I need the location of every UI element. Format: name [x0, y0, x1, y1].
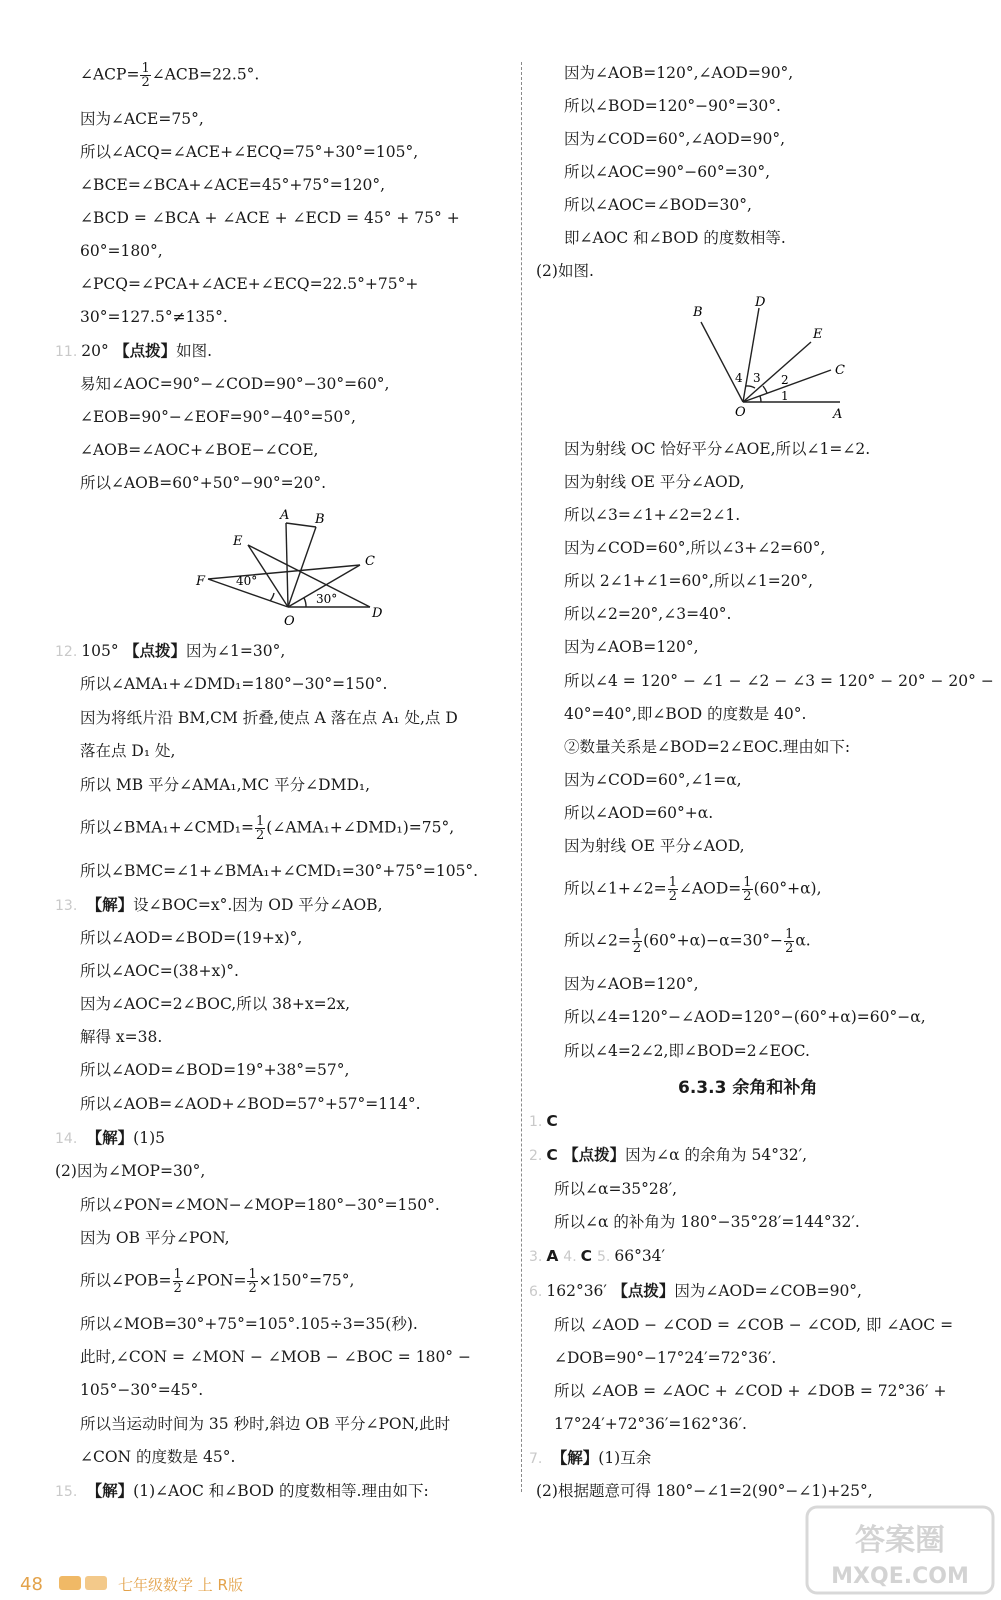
text-segment: 因为∠COD=60°,所以∠3+∠2=60°,: [564, 539, 826, 557]
column-divider: [521, 62, 522, 1492]
watermark-logo-icon: [805, 1505, 995, 1595]
text-line: [564, 227, 786, 249]
question-number: 1.: [529, 1114, 543, 1130]
text-line: [80, 927, 302, 949]
text-segment: 因为∠ACE=75°,: [80, 110, 204, 128]
fraction: [668, 876, 678, 903]
text-line: [554, 1413, 747, 1435]
question-number: 3.: [529, 1249, 543, 1265]
fig2-label-A: A: [833, 407, 843, 422]
text-segment: 设∠BOC=x°.因为 OD 平分∠AOB,: [133, 896, 383, 914]
text-segment: 所以∠PON=∠MON−∠MOP=180°−30°=150°.: [80, 1196, 440, 1214]
question-number: 2.: [529, 1148, 543, 1164]
text-line: [80, 439, 318, 461]
text-segment: ∠PCQ=∠PCA+∠ACE+∠ECQ=22.5°+75°+: [80, 275, 419, 293]
text-segment: (∠AMA₁+∠DMD₁)=75°,: [266, 818, 455, 837]
fraction: [742, 876, 752, 903]
text-segment: (60°+α)−α=30°−: [643, 931, 784, 950]
fraction-numerator: 1: [256, 814, 265, 829]
text-segment: 所以当运动时间为 35 秒时,斜边 OB 平分∠PON,此时: [80, 1415, 451, 1433]
fig2-label-B: B: [693, 305, 703, 320]
text-line: [55, 640, 285, 663]
text-segment: 此时,∠CON = ∠MON − ∠MOB − ∠BOC = 180° −: [80, 1348, 471, 1366]
fig2-angle-2: 2: [781, 373, 789, 387]
text-line: [529, 1280, 862, 1303]
fig1-label-D: D: [372, 606, 383, 621]
text-line: [564, 504, 740, 526]
footer-book-title: 七年级数学 上 R版: [118, 1576, 243, 1594]
text-segment: 17°24′+72°36′=162°36′.: [554, 1415, 747, 1433]
text-segment: 所以∠AMA₁+∠DMD₁=180°−30°=150°.: [80, 675, 388, 693]
text-line: [55, 1160, 205, 1182]
fraction: [140, 62, 150, 89]
text-line: [80, 240, 163, 262]
text-segment: 所以∠MOB=30°+75°=105°.105÷3=35(秒).: [80, 1315, 418, 1333]
fraction-denominator: 2: [632, 941, 642, 956]
text-line: [80, 1446, 235, 1468]
fraction: [255, 815, 265, 842]
text-line: [80, 1413, 450, 1435]
text-segment: 所以∠AOD=60°+α.: [564, 804, 714, 822]
text-segment: ∠ACB=22.5°.: [151, 65, 260, 84]
text-line: [80, 306, 228, 328]
question-number: 12.: [55, 644, 78, 660]
text-line: [564, 603, 731, 625]
text-segment: 所以 2∠1+∠1=60°,所以∠1=20°,: [564, 572, 814, 590]
text-segment: 所以∠α 的补角为 180°−35°28′=144°32′.: [554, 1213, 860, 1231]
text-segment: 易知∠AOC=90°−∠COD=90°−30°=60°,: [80, 375, 390, 393]
text-line: [80, 141, 418, 163]
hint-tag: 【解】: [81, 896, 134, 914]
fig1-label-E: E: [233, 534, 243, 549]
text-segment: (60°+α),: [753, 879, 822, 898]
fraction: [247, 1268, 257, 1295]
text-line: [564, 769, 742, 791]
fraction-denominator: 2: [785, 941, 794, 956]
text-line: [80, 1268, 354, 1295]
text-line: [564, 471, 745, 493]
fraction-numerator: 1: [743, 875, 752, 890]
fig2-label-O: O: [735, 405, 746, 420]
hint-tag: 【解】: [546, 1449, 599, 1467]
text-line: [80, 207, 460, 229]
text-segment: ×150°=75°,: [258, 1271, 355, 1290]
text-line: [554, 1178, 677, 1200]
question-number: 6.: [529, 1284, 543, 1300]
text-segment: 因为射线 OC 恰好平分∠AOE,所以∠1=∠2.: [564, 440, 871, 458]
text-line: [564, 835, 745, 857]
text-segment: ∠PON=: [183, 1271, 247, 1290]
text-segment: 所以∠2=20°,∠3=40°.: [564, 605, 732, 623]
text-segment: 落在点 D₁ 处,: [80, 742, 176, 760]
text-segment: 因为射线 OE 平分∠AOD,: [564, 473, 745, 491]
answer-choice: C: [546, 1146, 558, 1164]
text-segment: 因为将纸片沿 BM,CM 折叠,使点 A 落在点 A₁ 处,点 D: [80, 709, 458, 727]
text-line: [80, 993, 350, 1015]
question-number: 11.: [55, 344, 78, 360]
text-line: [80, 1194, 440, 1216]
text-segment: (2)因为∠MOP=30°,: [55, 1162, 206, 1180]
text-line: [564, 973, 699, 995]
hint-tag: 【解】: [81, 1129, 134, 1147]
question-number: 14.: [55, 1131, 78, 1147]
question-number: 5.: [596, 1249, 611, 1265]
fraction-numerator: 1: [785, 927, 794, 942]
answer-choice: C: [580, 1247, 593, 1265]
text-line: [564, 876, 822, 903]
fig1-label-B: B: [315, 512, 325, 527]
text-segment: 因为∠AOB=120°,: [564, 975, 699, 993]
text-line: [80, 1026, 162, 1048]
text-line: [80, 1346, 471, 1368]
fig2-angle-1: 1: [781, 389, 789, 403]
fig1-label-C: C: [365, 554, 375, 569]
fraction: [784, 928, 794, 955]
text-line: [564, 570, 813, 592]
text-line: [564, 95, 781, 117]
question-number: 15.: [55, 1484, 78, 1500]
text-line: [80, 673, 387, 695]
fraction-numerator: 1: [668, 875, 677, 890]
text-segment: 所以 ∠AOD − ∠COD = ∠COB − ∠COD, 即 ∠AOC =: [554, 1316, 954, 1334]
text-line: [564, 1040, 810, 1062]
text-segment: 所以∠AOB=60°+50°−90°=20°.: [80, 474, 327, 492]
hint-tag: 【点拨】: [557, 1146, 626, 1164]
text-line: [564, 802, 713, 824]
hint-tag: 【解】: [81, 1482, 134, 1500]
text-segment: ∠AOD=: [678, 879, 742, 898]
text-line: [564, 438, 870, 460]
fig1-label-O: O: [284, 614, 295, 629]
text-segment: 所以∠BMA₁+∠CMD₁=: [80, 818, 254, 837]
text-segment: α.: [795, 931, 811, 950]
fraction-denominator: 2: [248, 1281, 257, 1296]
text-line: [529, 1447, 651, 1470]
text-line: [564, 636, 699, 658]
text-line: [564, 736, 850, 758]
text-line: [529, 1144, 807, 1167]
text-line: [55, 340, 212, 363]
page-number: 48: [20, 1574, 43, 1595]
text-line: [529, 1245, 665, 1268]
text-line: [80, 373, 390, 395]
text-line: [564, 703, 806, 725]
fraction-numerator: 1: [141, 61, 150, 76]
text-line: [80, 1313, 418, 1335]
text-segment: 所以∠AOD=∠BOD=19°+38°=57°,: [80, 1061, 350, 1079]
text-segment: ∠AOB=∠AOC+∠BOE−∠COE,: [80, 441, 319, 459]
text-segment: 60°=180°,: [80, 242, 163, 260]
text-segment: (1)5: [133, 1129, 165, 1147]
text-segment: ∠DOB=90°−17°24′=72°36′.: [554, 1349, 777, 1367]
text-line: [564, 161, 770, 183]
text-segment: 所以∠4=2∠2,即∠BOD=2∠EOC.: [564, 1042, 810, 1060]
text-line: [55, 894, 383, 917]
text-segment: 所以∠1+∠2=: [564, 879, 667, 898]
text-line: [80, 406, 356, 428]
fig1-label-A: A: [280, 508, 290, 523]
fig2-label-E: E: [813, 327, 823, 342]
svg-text:答案圈: 答案圈: [855, 1523, 945, 1558]
text-segment: 40°=40°,即∠BOD 的度数是 40°.: [564, 705, 807, 723]
text-segment: 所以∠AOB=∠AOD+∠BOD=57°+57°=114°.: [80, 1095, 421, 1113]
text-line: [564, 128, 785, 150]
text-line: [564, 928, 811, 955]
text-segment: 因为∠AOD=∠COB=90°,: [674, 1282, 862, 1300]
fig2-label-C: C: [835, 363, 845, 378]
text-segment: 所以∠BMC=∠1+∠BMA₁+∠CMD₁=30°+75°=105°.: [80, 862, 479, 880]
text-segment: 所以∠3=∠1+∠2=2∠1.: [564, 506, 741, 524]
text-line: [564, 670, 994, 692]
section-title: 6.3.3 余角和补角: [678, 1078, 818, 1098]
text-line: [55, 1127, 165, 1150]
text-segment: 所以 ∠AOB = ∠AOC + ∠COD + ∠DOB = 72°36′ +: [554, 1382, 947, 1400]
text-line: [564, 194, 752, 216]
text-segment: 因为∠COD=60°,∠1=α,: [564, 771, 742, 789]
text-segment: 162°36′: [546, 1282, 607, 1300]
text-line: [80, 472, 326, 494]
text-segment: 所以∠4=120°−∠AOD=120°−(60°+α)=60°−α,: [564, 1008, 926, 1026]
text-segment: 因为 OB 平分∠PON,: [80, 1229, 230, 1247]
text-line: [80, 62, 259, 89]
text-segment: ∠EOB=90°−∠EOF=90°−40°=50°,: [80, 408, 356, 426]
question-number: 7.: [529, 1451, 543, 1467]
text-segment: 因为∠AOB=120°,: [564, 638, 699, 656]
fraction: [173, 1268, 183, 1295]
text-segment: 因为射线 OE 平分∠AOD,: [564, 837, 745, 855]
hint-tag: 【点拨】: [606, 1282, 675, 1300]
question-number: 4.: [563, 1249, 577, 1265]
text-line: [554, 1314, 953, 1336]
text-segment: 如图.: [176, 342, 213, 360]
fraction-numerator: 1: [173, 1267, 182, 1282]
text-segment: 所以∠AOD=∠BOD=(19+x)°,: [80, 929, 303, 947]
text-segment: 105°−30°=45°.: [80, 1381, 204, 1399]
text-segment: (2)如图.: [536, 262, 594, 280]
text-segment: ∠ACP=: [80, 65, 140, 84]
text-segment: ∠BCE=∠BCA+∠ACE=45°+75°=120°,: [80, 176, 386, 194]
text-line: [80, 174, 385, 196]
fig2-label-D: D: [755, 295, 766, 310]
text-line: [80, 1093, 421, 1115]
text-segment: 20°: [81, 342, 109, 360]
text-line: [80, 1059, 349, 1081]
text-segment: 30°=127.5°≠135°.: [80, 308, 228, 326]
text-segment: ∠BCD = ∠BCA + ∠ACE + ∠ECD = 45° + 75° +: [80, 209, 460, 227]
text-line: [554, 1211, 860, 1233]
text-segment: 所以∠POB=: [80, 1271, 172, 1290]
answer-choice: C: [546, 1112, 558, 1130]
text-segment: 所以∠BOD=120°−90°=30°.: [564, 97, 781, 115]
figure-right-2: [685, 292, 855, 422]
text-line: [80, 860, 478, 882]
text-segment: 解得 x=38.: [80, 1028, 163, 1046]
figure-problem-11: [190, 505, 400, 630]
text-segment: 因为∠1=30°,: [186, 642, 286, 660]
publisher-logo-icon: [58, 1572, 110, 1594]
text-line: [80, 1379, 203, 1401]
text-segment: 所以∠ACQ=∠ACE+∠ECQ=75°+30°=105°,: [80, 143, 419, 161]
text-segment: (2)根据题意可得 180°−∠1=2(90°−∠1)+25°,: [536, 1482, 873, 1500]
text-line: [55, 1480, 429, 1503]
hint-tag: 【点拨】: [108, 342, 177, 360]
fraction: [632, 928, 642, 955]
text-line: [536, 260, 594, 282]
text-segment: 105°: [81, 642, 119, 660]
text-segment: 所以∠AOC=90°−60°=30°,: [564, 163, 771, 181]
text-segment: 所以∠2=: [564, 931, 631, 950]
text-line: [529, 1110, 558, 1133]
text-segment: 因为∠AOC=2∠BOC,所以 38+x=2x,: [80, 995, 351, 1013]
text-line: [80, 1227, 230, 1249]
text-line: [554, 1347, 776, 1369]
text-segment: 所以∠4 = 120° − ∠1 − ∠2 − ∠3 = 120° − 20° − 20° −: [564, 672, 994, 690]
text-segment: ∠CON 的度数是 45°.: [80, 1448, 236, 1466]
text-segment: 因为∠COD=60°,∠AOD=90°,: [564, 130, 786, 148]
text-segment: ②数量关系是∠BOD=2∠EOC.理由如下:: [564, 738, 851, 756]
text-segment: 66°34′: [614, 1247, 666, 1265]
text-segment: 因为∠α 的余角为 54°32′,: [625, 1146, 808, 1164]
text-line: [536, 1480, 873, 1502]
fig1-label-F: F: [196, 574, 206, 589]
fraction-numerator: 1: [248, 1267, 257, 1282]
text-line: [564, 62, 793, 84]
text-segment: 所以∠α=35°28′,: [554, 1180, 678, 1198]
text-segment: 所以 MB 平分∠AMA₁,MC 平分∠DMD₁,: [80, 776, 371, 794]
text-segment: (1)互余: [598, 1449, 652, 1467]
text-segment: 因为∠AOB=120°,∠AOD=90°,: [564, 64, 794, 82]
text-segment: (1)∠AOC 和∠BOD 的度数相等.理由如下:: [133, 1482, 429, 1500]
text-line: [80, 273, 418, 295]
text-line: [80, 740, 175, 762]
text-line: [80, 707, 458, 729]
hint-tag: 【点拨】: [118, 642, 187, 660]
fraction-denominator: 2: [256, 828, 265, 843]
answer-choice: A: [546, 1247, 559, 1265]
fraction-denominator: 2: [141, 75, 150, 90]
fig1-angle-30: 30°: [316, 592, 338, 606]
fig1-angle-40: 40°: [236, 574, 258, 588]
text-line: [564, 1006, 926, 1028]
fraction-denominator: 2: [668, 889, 677, 904]
text-line: [80, 108, 204, 130]
fraction-denominator: 2: [743, 889, 752, 904]
fraction-denominator: 2: [173, 1281, 182, 1296]
text-line: [80, 815, 454, 842]
text-line: [80, 774, 370, 796]
question-number: 13.: [55, 898, 78, 914]
text-line: [554, 1380, 946, 1402]
fraction-numerator: 1: [632, 927, 642, 942]
text-segment: 所以∠AOC=∠BOD=30°,: [564, 196, 752, 214]
fig2-angle-4: 4: [735, 371, 743, 385]
text-segment: 所以∠AOC=(38+x)°.: [80, 962, 239, 980]
svg-text:MXQE.COM: MXQE.COM: [831, 1564, 969, 1589]
text-line: [564, 537, 825, 559]
text-segment: 即∠AOC 和∠BOD 的度数相等.: [564, 229, 786, 247]
text-line: [80, 960, 239, 982]
fig2-angle-3: 3: [753, 371, 761, 385]
